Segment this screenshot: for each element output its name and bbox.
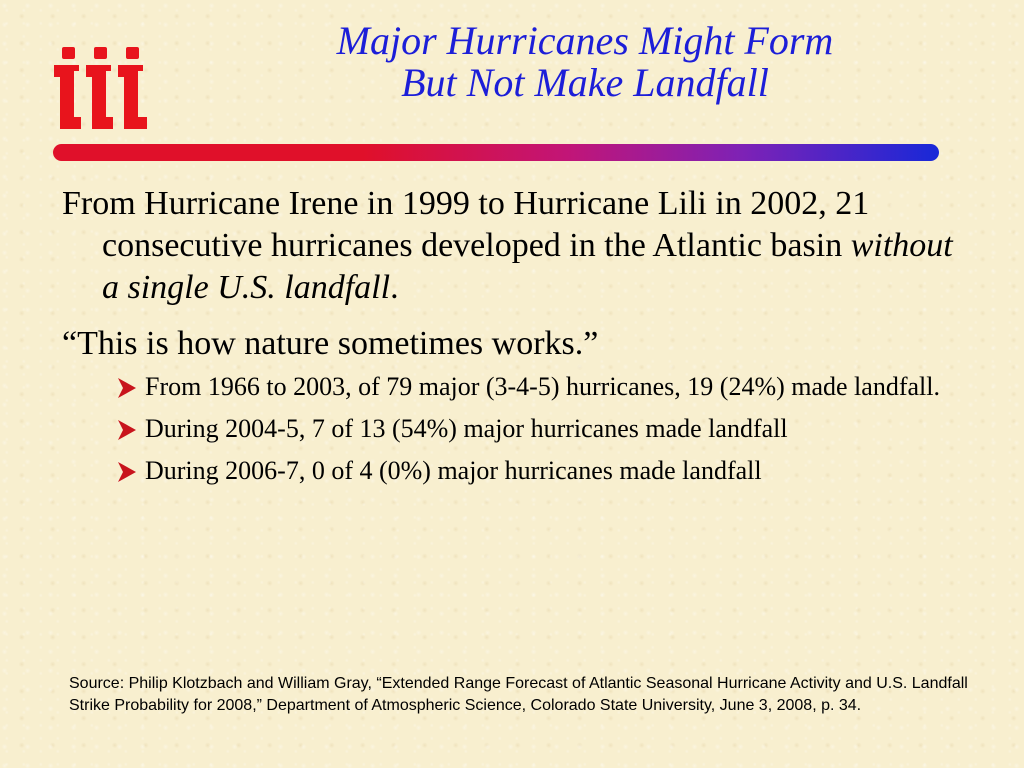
bullet-text: During 2006-7, 0 of 4 (0%) major hurricanes made landfall (145, 456, 762, 485)
slide-title (170, 20, 1000, 104)
arrow-right-icon (116, 418, 138, 442)
list-item (116, 413, 962, 445)
paragraph-irene-lili (62, 183, 962, 309)
title-line-1: Major Hurricanes Might Form (336, 18, 834, 63)
paragraph-irene-lili-end: . (390, 269, 399, 306)
list-item (116, 455, 962, 487)
list-item (116, 371, 962, 403)
iii-logo (52, 47, 152, 133)
bullet-text: From 1966 to 2003, of 79 major (3-4-5) hurricanes, 19 (24%) made landfall. (145, 372, 940, 401)
bullet-text: During 2004-5, 7 of 13 (54%) major hurricanes made landfall (145, 414, 788, 443)
paragraph-irene-lili-text: From Hurricane Irene in 1999 to Hurricane Lili in 2002, 21 consecutive hurricanes developed in the Atlantic basin (62, 185, 870, 264)
paragraph-irene-lili-emphasis: without a single U.S. landfall (102, 227, 953, 306)
title-line-2: But Not Make Landfall (401, 60, 769, 105)
bullet-list (62, 371, 962, 487)
source-citation: Source: Philip Klotzbach and William Gray, “Extended Range Forecast of Atlantic Seasonal Hurricane Activity and U.S. Landfall Strike Probability for 2008,” Department of Atmospheric Science, Colorado State University, June 3, 2008, p. 34. (69, 675, 968, 714)
slide-body (62, 183, 962, 497)
iii-logo-mark (52, 47, 152, 133)
arrow-right-icon (116, 376, 138, 400)
title-divider-bar (53, 144, 939, 161)
arrow-right-icon (116, 460, 138, 484)
paragraph-quote: “This is how nature sometimes works.” (62, 325, 599, 362)
